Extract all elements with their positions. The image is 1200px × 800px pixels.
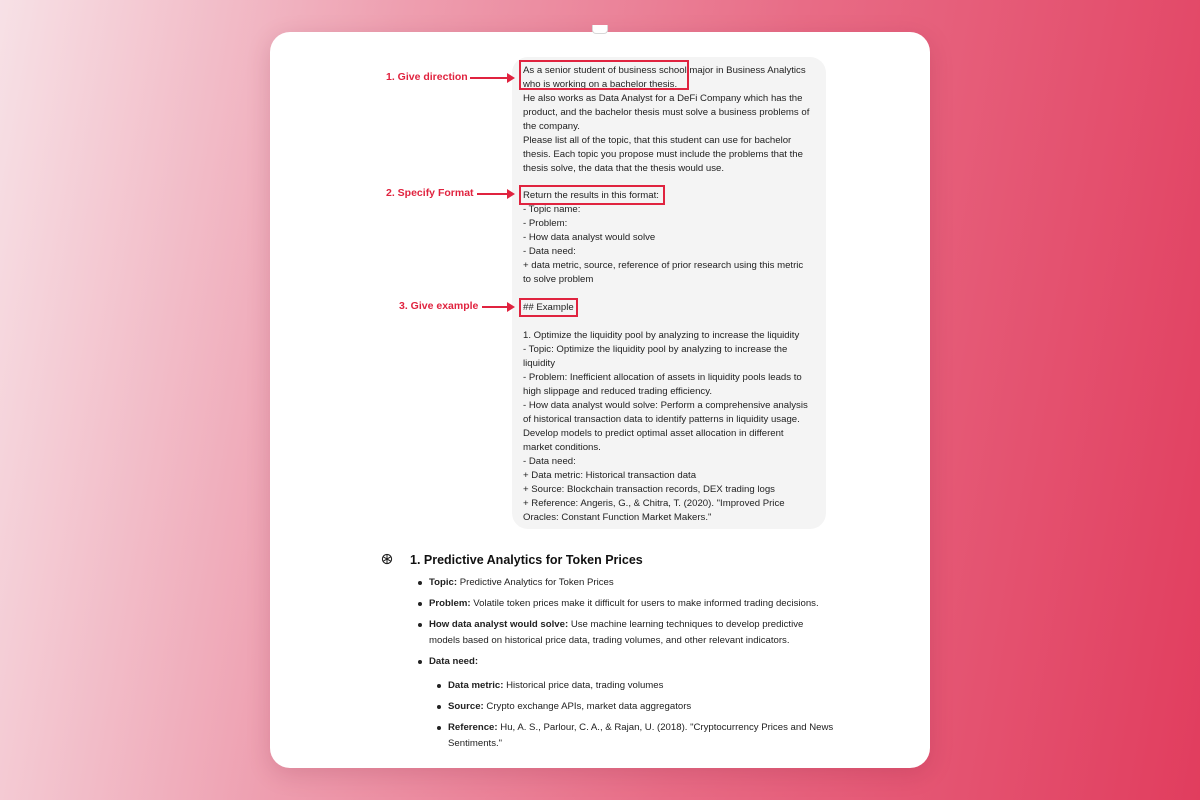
highlight-box-direction — [519, 60, 689, 90]
prompt-line: of historical transaction data to identify patterns in liquidity usage. — [523, 414, 800, 425]
bullet-icon — [418, 602, 422, 606]
response-data-metric: Data metric: Historical price data, trading volumes — [448, 680, 664, 691]
prompt-line: - Topic: Optimize the liquidity pool by analyzing to increase the — [523, 344, 788, 355]
response-data-need: Data need: — [429, 656, 479, 667]
prompt-line: He also works as Data Analyst for a DeFi Company which has the — [523, 93, 803, 104]
scroll-indicator — [592, 25, 608, 34]
prompt-line: thesis solve, the data that the thesis would use. — [523, 163, 725, 174]
prompt-line: - How data analyst would solve — [523, 232, 656, 243]
annotation-give-direction: 1. Give direction — [386, 71, 468, 83]
prompt-line: Oracles: Constant Function Market Makers." — [523, 512, 712, 523]
prompt-line: the company. — [523, 121, 580, 132]
prompt-line: product, and the bachelor thesis must solve a business problems of — [523, 107, 810, 118]
prompt-line: - Problem: — [523, 218, 568, 229]
prompt-line: + Data metric: Historical transaction data — [523, 470, 697, 481]
response-reference: Reference: Hu, A. S., Parlour, C. A., & Rajan, U. (2018). "Cryptocurrency Prices and News — [448, 722, 834, 733]
annotation-specify-format: 2. Specify Format — [386, 187, 474, 199]
prompt-line: + Reference: Angeris, G., & Chitra, T. (2020). "Improved Price — [523, 498, 785, 509]
arrow-right-icon — [470, 77, 513, 79]
response-title: 1. Predictive Analytics for Token Prices — [410, 553, 643, 567]
prompt-line: market conditions. — [523, 442, 601, 453]
prompt-line: thesis. Each topic you propose must include the problems that the — [523, 149, 803, 160]
prompt-line: + data metric, source, reference of prior research using this metric — [523, 260, 804, 271]
prompt-line: Return the results in this format: — [523, 190, 659, 201]
bullet-icon — [437, 684, 441, 688]
prompt-line: Develop models to predict optimal asset allocation in different — [523, 428, 784, 439]
prompt-line: who is working on a bachelor thesis. — [523, 79, 678, 90]
user-message-bubble — [512, 57, 826, 529]
response-solve: How data analyst would solve: Use machine learning techniques to develop predictive — [429, 619, 804, 630]
prompt-line: Please list all of the topic, that this student can use for bachelor — [523, 135, 792, 146]
bullet-icon — [418, 660, 422, 664]
bullet-icon — [418, 581, 422, 585]
prompt-line: - Topic name: — [523, 204, 581, 215]
annotation-give-example: 3. Give example — [399, 300, 479, 312]
prompt-line: - Data need: — [523, 456, 576, 467]
prompt-line: to solve problem — [523, 274, 594, 285]
prompt-line: - How data analyst would solve: Perform a comprehensive analysis — [523, 400, 808, 411]
bullet-icon — [418, 623, 422, 627]
arrow-right-icon — [477, 193, 513, 195]
bullet-icon — [437, 726, 441, 730]
response-solve-cont: models based on historical price data, trading volumes, and other relevant indicators. — [429, 635, 790, 646]
prompt-line: ## Example — [523, 302, 574, 313]
prompt-line: + Source: Blockchain transaction records, DEX trading logs — [523, 484, 775, 495]
arrow-right-icon — [482, 306, 513, 308]
prompt-line: liquidity — [523, 358, 555, 369]
highlight-box-example — [519, 298, 578, 317]
response-topic: Topic: Predictive Analytics for Token Prices — [429, 577, 614, 588]
bullet-icon — [437, 705, 441, 709]
prompt-line: - Problem: Inefficient allocation of assets in liquidity pools leads to — [523, 372, 802, 383]
response-problem: Problem: Volatile token prices make it difficult for users to make informed trading decisions. — [429, 598, 819, 609]
response-reference-cont: Sentiments." — [448, 738, 503, 749]
prompt-line: high slippage and reduced trading efficiency. — [523, 386, 712, 397]
assistant-logo-icon — [381, 553, 393, 565]
highlight-box-format — [519, 185, 665, 205]
response-source: Source: Crypto exchange APIs, market data aggregators — [448, 701, 692, 712]
prompt-line: - Data need: — [523, 246, 576, 257]
prompt-line: 1. Optimize the liquidity pool by analyzing to increase the liquidity — [523, 330, 800, 341]
prompt-line: As a senior student of business school major in Business Analytics — [523, 65, 806, 76]
